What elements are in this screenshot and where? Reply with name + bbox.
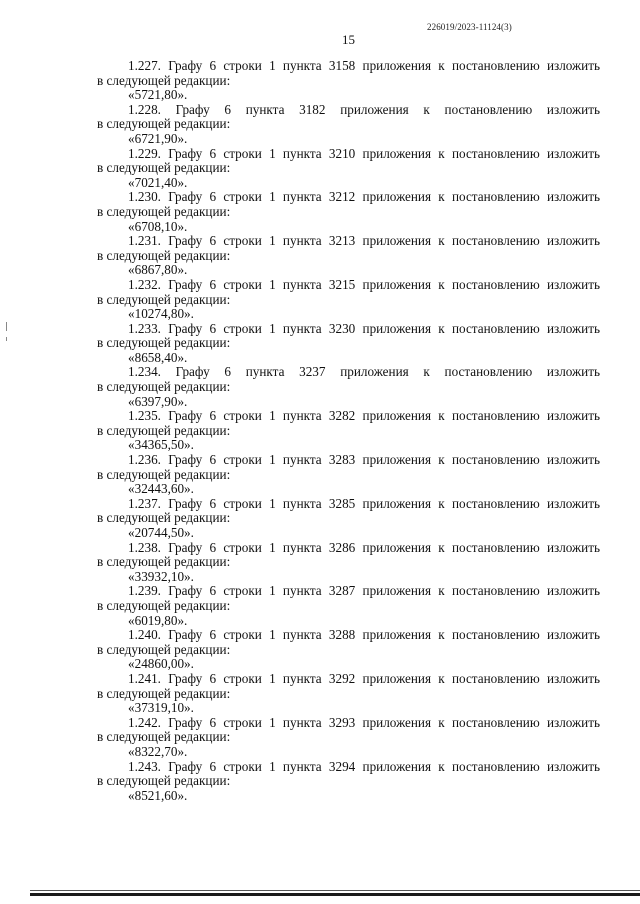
amendment-value: «8521,60». (128, 787, 188, 803)
amendment-instruction-continuation: в следующей редакции: (97, 291, 231, 307)
amendment-instruction: 1.232. Графу 6 строки 1 пункта 3215 приложения к постановлению изложить (128, 276, 600, 292)
amendment-instruction-continuation: в следующей редакции: (97, 773, 231, 789)
amendment-instruction: 1.229. Графу 6 строки 1 пункта 3210 приложения к постановлению изложить (128, 145, 600, 161)
amendment-item (97, 234, 600, 278)
amendment-instruction: 1.227. Графу 6 строки 1 пункта 3158 приложения к постановлению изложить (128, 58, 600, 73)
amendment-instruction: 1.238. Графу 6 строки 1 пункта 3286 приложения к постановлению изложить (128, 539, 600, 555)
amendment-value: «20744,50». (128, 525, 194, 540)
amendment-item (97, 584, 600, 628)
amendment-instruction-continuation: в следующей редакции: (97, 247, 231, 263)
amendment-instruction: 1.239. Графу 6 строки 1 пункта 3287 приложения к постановлению изложить (128, 583, 600, 599)
amendment-instruction-continuation: в следующей редакции: (97, 116, 231, 132)
amendment-instruction-continuation: в следующей редакции: (97, 203, 231, 219)
amendment-item (97, 497, 600, 541)
scan-bottom-line (30, 890, 640, 891)
amendment-value: «37319,10». (128, 700, 194, 716)
amendment-item (97, 147, 600, 191)
scan-bottom-bar (30, 893, 640, 896)
amendment-value: «7021,40». (128, 174, 188, 190)
amendment-instruction: 1.243. Графу 6 строки 1 пункта 3294 приложения к постановлению изложить (128, 758, 600, 774)
amendment-instruction: 1.242. Графу 6 строки 1 пункта 3293 приложения к постановлению изложить (128, 714, 600, 730)
amendment-item (97, 541, 600, 585)
amendment-item (97, 672, 600, 716)
amendment-value: «8322,70». (128, 743, 188, 759)
amendment-instruction: 1.234. Графу 6 пункта 3237 приложения к постановлению изложить (128, 364, 600, 380)
amendment-instruction-continuation: в следующей редакции: (97, 160, 231, 176)
amendment-instruction-continuation: в следующей редакции: (97, 554, 231, 570)
amendment-value: «10274,80». (128, 306, 194, 322)
amendment-instruction-continuation: в следующей редакции: (97, 379, 231, 395)
scan-edge-mark (6, 322, 7, 331)
amendment-value: «5721,80». (128, 87, 188, 103)
amendment-item (97, 716, 600, 760)
amendment-instruction-continuation: в следующей редакции: (97, 685, 231, 701)
amendment-item (97, 322, 600, 366)
amendment-instruction-continuation: в следующей редакции: (97, 466, 231, 482)
amendment-instruction-continuation: в следующей редакции: (97, 729, 231, 745)
amendment-instruction-continuation: в следующей редакции: (97, 641, 231, 657)
amendment-value: «6397,90». (128, 393, 188, 409)
amendment-instruction: 1.235. Графу 6 строки 1 пункта 3282 приложения к постановлению изложить (128, 408, 600, 424)
document-number: 226019/2023-11124(3) (427, 22, 512, 32)
amendment-instruction-continuation: в следующей редакции: (97, 597, 231, 613)
amendment-value: «33932,10». (128, 568, 194, 584)
amendment-value: «6721,90». (128, 130, 188, 146)
document-body (97, 59, 600, 803)
amendment-instruction-continuation: в следующей редакции: (97, 510, 231, 526)
amendment-instruction: 1.240. Графу 6 строки 1 пункта 3288 приложения к постановлению изложить (128, 627, 600, 643)
amendment-value: «34365,50». (128, 437, 194, 453)
amendment-instruction: 1.237. Графу 6 строки 1 пункта 3285 приложения к постановлению изложить (128, 495, 600, 511)
amendment-instruction: 1.228. Графу 6 пункта 3182 приложения к постановлению изложить (128, 101, 600, 117)
amendment-instruction: 1.230. Графу 6 строки 1 пункта 3212 приложения к постановлению изложить (128, 189, 600, 205)
amendment-instruction: 1.233. Графу 6 строки 1 пункта 3230 приложения к постановлению изложить (128, 320, 600, 336)
amendment-value: «6019,80». (128, 612, 188, 628)
amendment-value: «6708,10». (128, 218, 188, 234)
amendment-instruction: 1.241. Графу 6 строки 1 пункта 3292 приложения к постановлению изложить (128, 670, 600, 686)
amendment-value: «24860,00». (128, 656, 194, 672)
amendment-value: «8658,40». (128, 349, 188, 365)
scan-edge-mark (6, 337, 7, 341)
amendment-item (97, 760, 600, 804)
amendment-item (97, 278, 600, 322)
amendment-item (97, 103, 600, 147)
amendment-item (97, 453, 600, 497)
amendment-item (97, 409, 600, 453)
amendment-item (97, 365, 600, 409)
amendment-item (97, 59, 600, 103)
amendment-instruction-continuation: в следующей редакции: (97, 72, 231, 88)
amendment-value: «32443,60». (128, 481, 194, 497)
amendment-item (97, 190, 600, 234)
page-number: 15 (342, 32, 355, 47)
amendment-item (97, 628, 600, 672)
amendment-instruction-continuation: в следующей редакции: (97, 422, 231, 438)
amendment-value: «6867,80». (128, 262, 188, 278)
amendment-instruction: 1.236. Графу 6 строки 1 пункта 3283 приложения к постановлению изложить (128, 452, 600, 468)
amendment-instruction-continuation: в следующей редакции: (97, 335, 231, 351)
amendment-instruction: 1.231. Графу 6 строки 1 пункта 3213 приложения к постановлению изложить (128, 233, 600, 249)
